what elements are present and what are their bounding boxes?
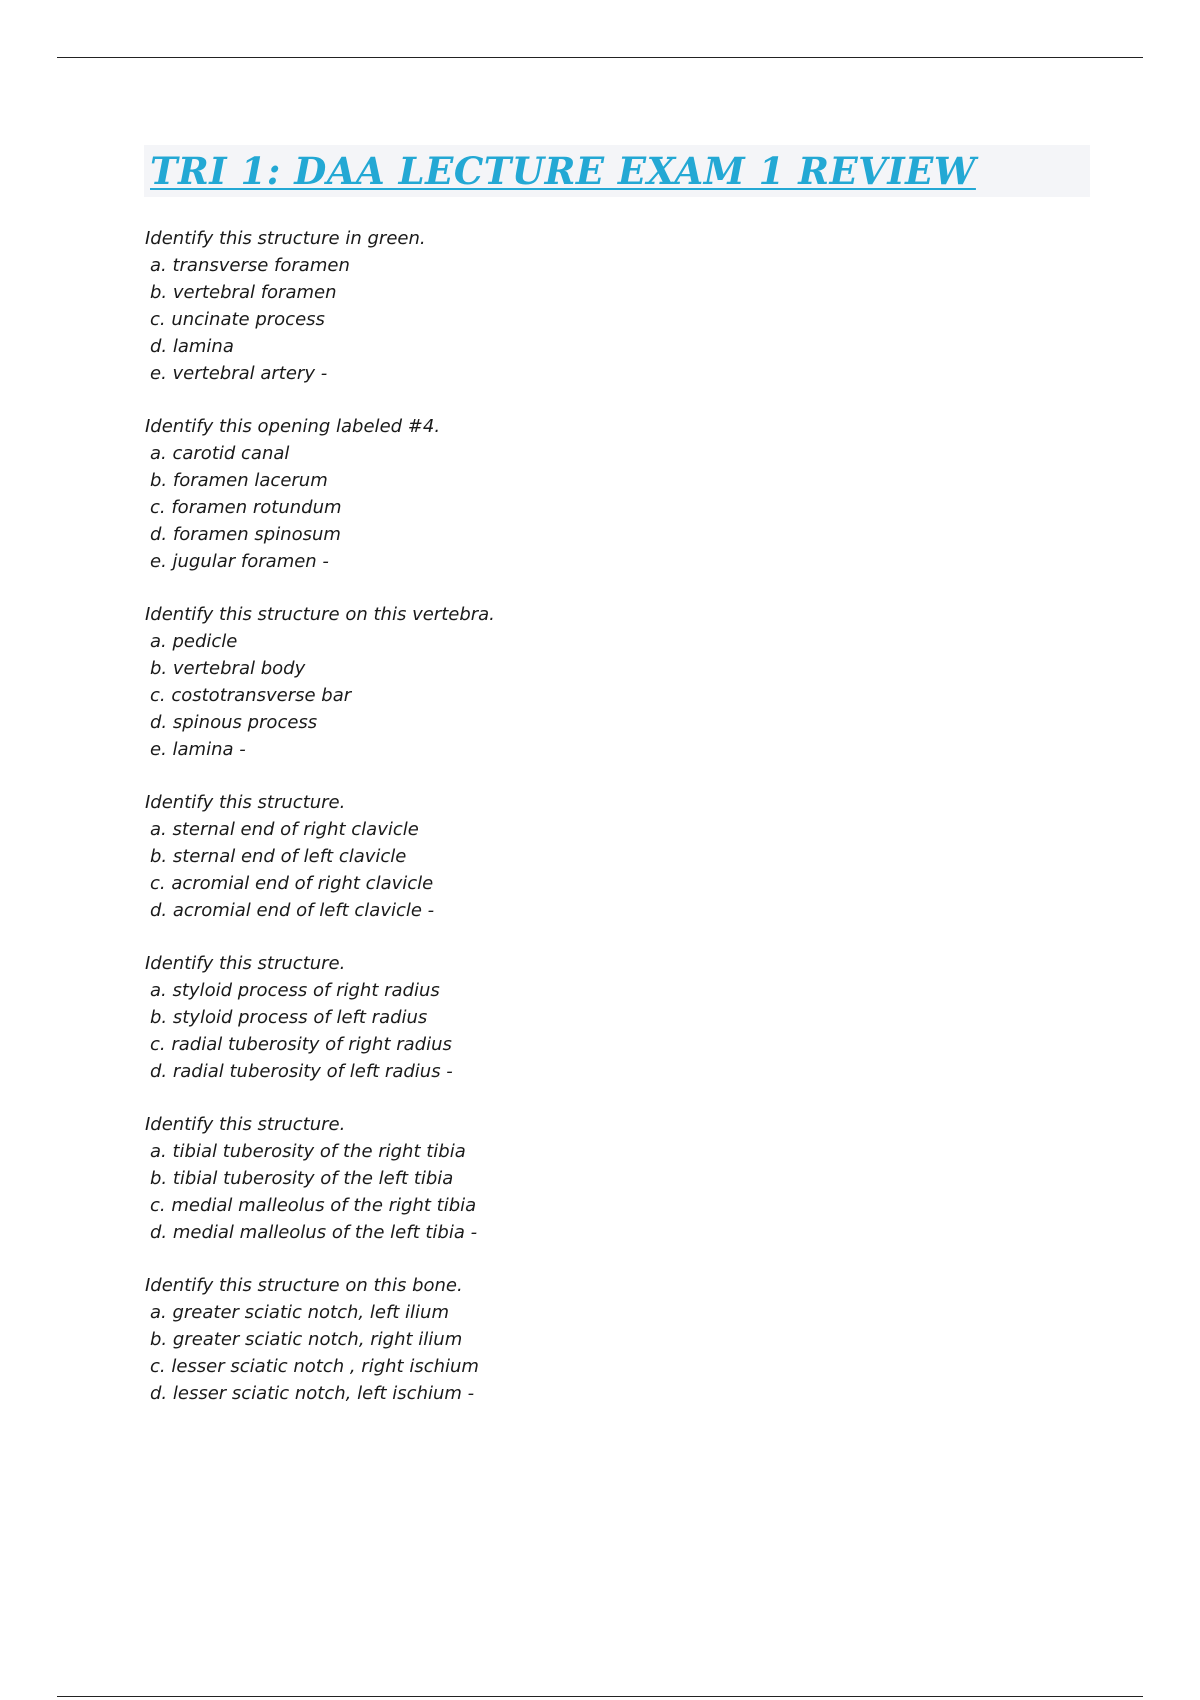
answer-option: b. styloid process of left radius xyxy=(150,1007,428,1028)
answer-option: b. greater sciatic notch, right ilium xyxy=(150,1329,463,1350)
page-title: TRI 1: DAA LECTURE EXAM 1 REVIEW xyxy=(150,149,976,193)
answer-option: c. foramen rotundum xyxy=(150,497,342,518)
question-list xyxy=(145,225,1045,1433)
question-text: Identify this structure in green. xyxy=(145,228,426,249)
question-text: Identify this structure. xyxy=(145,953,346,974)
question-text: Identify this opening labeled #4. xyxy=(145,416,441,437)
answer-option: b. sternal end of left clavicle xyxy=(150,846,407,867)
question-7 xyxy=(145,1272,1045,1407)
question-text: Identify this structure. xyxy=(145,792,346,813)
answer-option: a. tibial tuberosity of the right tibia xyxy=(150,1141,466,1162)
answer-option: d. spinous process xyxy=(150,712,318,733)
answer-option: a. carotid canal xyxy=(150,443,290,464)
answer-option: d. medial malleolus of the left tibia - xyxy=(150,1222,478,1243)
answer-option: e. jugular foramen - xyxy=(150,551,329,572)
header-rule xyxy=(57,57,1143,58)
answer-option: d. lesser sciatic notch, left ischium - xyxy=(150,1383,475,1404)
answer-option: d. acromial end of left clavicle - xyxy=(150,900,435,921)
question-5 xyxy=(145,950,1045,1085)
answer-option: b. foramen lacerum xyxy=(150,470,328,491)
answer-option: d. foramen spinosum xyxy=(150,524,341,545)
answer-option: a. greater sciatic notch, left ilium xyxy=(150,1302,450,1323)
answer-option: e. vertebral artery - xyxy=(150,363,328,384)
question-text: Identify this structure on this bone. xyxy=(145,1275,463,1296)
answer-option: d. lamina xyxy=(150,336,234,357)
answer-option: c. medial malleolus of the right tibia xyxy=(150,1195,477,1216)
answer-option: c. radial tuberosity of right radius xyxy=(150,1034,452,1055)
answer-option: b. tibial tuberosity of the left tibia xyxy=(150,1168,454,1189)
question-2 xyxy=(145,413,1045,575)
question-1 xyxy=(145,225,1045,387)
question-6 xyxy=(145,1111,1045,1246)
answer-option: c. costotransverse bar xyxy=(150,685,352,706)
answer-option: c. uncinate process xyxy=(150,309,325,330)
answer-option: c. acromial end of right clavicle xyxy=(150,873,434,894)
answer-option: a. transverse foramen xyxy=(150,255,350,276)
title-bar xyxy=(144,145,1090,197)
question-4 xyxy=(145,789,1045,924)
answer-option: c. lesser sciatic notch , right ischium xyxy=(150,1356,479,1377)
question-3 xyxy=(145,601,1045,763)
answer-option: a. sternal end of right clavicle xyxy=(150,819,419,840)
answer-option: e. lamina - xyxy=(150,739,246,760)
answer-option: d. radial tuberosity of left radius - xyxy=(150,1061,453,1082)
answer-option: a. styloid process of right radius xyxy=(150,980,440,1001)
answer-option: b. vertebral body xyxy=(150,658,306,679)
question-text: Identify this structure. xyxy=(145,1114,346,1135)
footer-rule xyxy=(57,1696,1143,1697)
question-text: Identify this structure on this vertebra. xyxy=(145,604,495,625)
answer-option: b. vertebral foramen xyxy=(150,282,337,303)
answer-option: a. pedicle xyxy=(150,631,238,652)
